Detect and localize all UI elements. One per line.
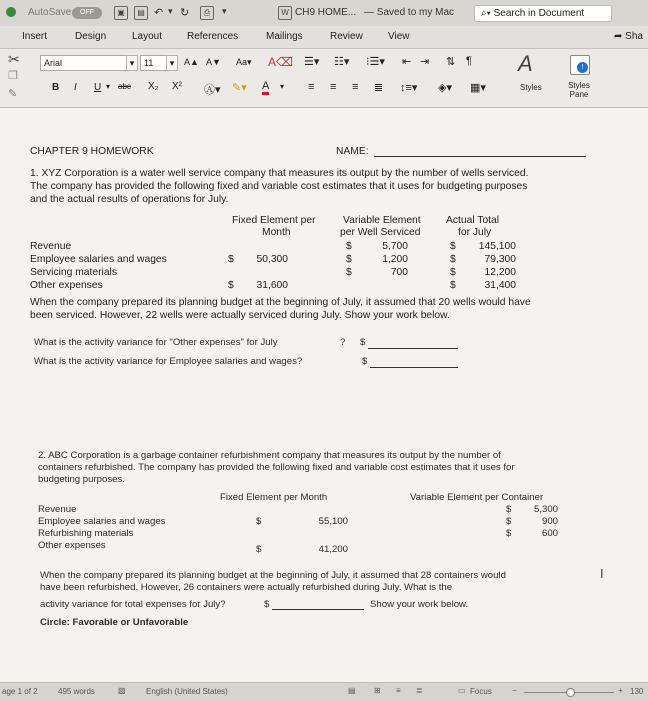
- answer-blank-other-expenses[interactable]: [368, 348, 458, 349]
- zoom-out-icon[interactable]: −: [512, 686, 517, 695]
- variable-value: 1,200: [382, 254, 408, 265]
- strikethrough-button[interactable]: abc: [118, 82, 131, 91]
- variable-value: 600: [541, 528, 558, 539]
- currency-sign: $: [450, 241, 456, 252]
- word-count[interactable]: 495 words: [58, 687, 95, 696]
- window-control-dot[interactable]: [6, 7, 16, 17]
- autosave-label: AutoSave: [28, 7, 72, 18]
- status-bar: [0, 682, 648, 701]
- search-input[interactable]: Search in Document: [493, 8, 585, 19]
- row-label: Employee salaries and wages: [30, 254, 167, 265]
- zoom-level[interactable]: 130: [630, 687, 644, 696]
- ribbon-home: [0, 49, 648, 108]
- change-case-icon[interactable]: Aa▾: [236, 57, 252, 67]
- q2-paragraph-line: have been refurbished. However, 26 containers were actually refurbished during July. What is the: [40, 582, 453, 593]
- actual-value: 12,200: [484, 267, 516, 278]
- borders-icon[interactable]: ▦▾: [470, 82, 486, 94]
- zoom-slider-handle[interactable]: [566, 688, 575, 697]
- document-page[interactable]: [0, 108, 648, 682]
- grow-font-button[interactable]: A▲: [184, 57, 199, 67]
- font-color-dropdown-icon[interactable]: ▾: [280, 82, 285, 91]
- draft-view-icon[interactable]: ≣: [416, 686, 423, 695]
- q1-header-fixed: Month: [262, 227, 291, 238]
- copy-icon[interactable]: ❐: [8, 70, 18, 82]
- q1-intro-line: 1. XYZ Corporation is a water well service company that measures its output by the number of wells serviced.: [30, 168, 529, 179]
- font-name-select[interactable]: Arial: [40, 55, 131, 71]
- font-size-dropdown-icon[interactable]: ▾: [166, 55, 178, 71]
- fixed-value: 41,200: [318, 544, 348, 555]
- focus-button[interactable]: Focus: [470, 687, 492, 696]
- currency-sign: $: [506, 516, 512, 527]
- answer-blank-salaries[interactable]: [370, 367, 458, 368]
- font-name-dropdown-icon[interactable]: ▾: [126, 55, 138, 71]
- actual-value: 145,100: [478, 241, 516, 252]
- question-mark: ?: [340, 337, 346, 348]
- highlight-icon[interactable]: ✎▾: [232, 82, 247, 94]
- name-blank[interactable]: [374, 156, 586, 157]
- search-icon: ⌕▾: [481, 8, 494, 19]
- styles-icon[interactable]: A: [518, 51, 533, 76]
- save-icon[interactable]: ▤: [134, 6, 148, 20]
- superscript-button[interactable]: X²: [172, 81, 182, 92]
- q2-header-fixed: Fixed Element per Month: [220, 492, 328, 503]
- multilevel-list-icon[interactable]: ⁝☰▾: [366, 56, 385, 68]
- italic-button[interactable]: I: [74, 82, 77, 93]
- text-cursor-icon: I: [600, 566, 604, 581]
- ribbon-tabs: [0, 26, 648, 49]
- q2-header-variable: Variable Element per Container: [410, 492, 544, 503]
- currency-sign: $: [360, 337, 366, 348]
- language-indicator[interactable]: English (United States): [146, 687, 228, 696]
- show-formatting-icon[interactable]: ¶: [466, 55, 472, 67]
- undo-icon[interactable]: ↶: [154, 7, 164, 19]
- currency-sign: $: [362, 356, 368, 367]
- format-painter-icon[interactable]: ✎: [8, 88, 18, 100]
- outline-view-icon[interactable]: ≡: [396, 686, 401, 695]
- variable-value: 900: [541, 516, 558, 527]
- styles-pane-icon[interactable]: !: [570, 55, 590, 75]
- increase-indent-icon[interactable]: ⇥: [420, 56, 430, 68]
- answer-blank-total-expenses[interactable]: [272, 609, 364, 610]
- shrink-font-button[interactable]: A▼: [206, 57, 221, 67]
- proofing-icon[interactable]: ▧: [118, 686, 126, 695]
- q1-paragraph-line: When the company prepared its planning budget at the beginning of July, it assumed that 20 wells would have: [30, 297, 531, 308]
- currency-sign: $: [228, 254, 234, 265]
- show-work-label: Show your work below.: [370, 599, 469, 610]
- bold-button[interactable]: B: [52, 82, 60, 93]
- q1-question-salaries: What is the activity variance for Employee salaries and wages?: [34, 356, 303, 367]
- subscript-button[interactable]: X₂: [148, 81, 159, 92]
- styles-pane-label[interactable]: Styles Pane: [568, 81, 590, 99]
- title-bar: [0, 0, 648, 27]
- q1-header-variable: per Well Serviced: [340, 227, 421, 238]
- homework-title: CHAPTER 9 HOMEWORK: [30, 146, 154, 157]
- page-indicator[interactable]: age 1 of 2: [2, 687, 38, 696]
- currency-sign: $: [450, 267, 456, 278]
- decrease-indent-icon[interactable]: ⇤: [402, 56, 412, 68]
- q2-question: activity variance for total expenses for July?: [40, 599, 226, 610]
- currency-sign: $: [346, 267, 352, 278]
- row-label: Other expenses: [30, 280, 103, 291]
- autosave-toggle[interactable]: OFF: [72, 7, 102, 19]
- save-status: — Saved to my Mac: [364, 7, 455, 18]
- tab-references[interactable]: References: [187, 31, 239, 42]
- currency-sign: $: [506, 504, 512, 515]
- customize-toolbar-icon[interactable]: ▾: [222, 6, 227, 16]
- align-left-icon[interactable]: ≡: [308, 81, 315, 93]
- align-right-icon[interactable]: ≡: [352, 81, 359, 93]
- web-layout-icon[interactable]: ⊞: [374, 686, 381, 695]
- line-spacing-icon[interactable]: ↕≡▾: [400, 82, 418, 94]
- home-icon[interactable]: ▣: [114, 6, 128, 20]
- currency-sign: $: [228, 280, 234, 291]
- row-label: Revenue: [38, 504, 77, 515]
- q1-header-variable: Variable Element: [343, 215, 421, 226]
- row-label: Other expenses: [38, 540, 106, 551]
- bullets-icon[interactable]: ☰▾: [304, 56, 320, 68]
- fixed-value: 55,100: [318, 516, 348, 527]
- document-icon: W: [278, 6, 292, 20]
- document-title: CH9 HOME...: [295, 7, 357, 18]
- currency-sign: $: [256, 544, 262, 555]
- cut-icon[interactable]: ✂: [8, 51, 20, 67]
- underline-button[interactable]: U: [94, 82, 102, 93]
- tab-insert[interactable]: Insert: [22, 31, 48, 42]
- variable-value: 700: [390, 267, 408, 278]
- tab-review[interactable]: Review: [330, 31, 363, 42]
- q1-intro-line: and the actual results of operations for July.: [30, 194, 229, 205]
- q1-intro-line: The company has provided the following fixed and variable cost estimates that it uses for budgeting purposes: [30, 181, 528, 192]
- fixed-value: 31,600: [256, 280, 288, 291]
- styles-label[interactable]: Styles: [520, 83, 542, 92]
- currency-sign: $: [346, 254, 352, 265]
- tab-layout[interactable]: Layout: [132, 31, 163, 42]
- currency-sign: $: [264, 599, 270, 610]
- variable-value: 5,700: [382, 241, 408, 252]
- tab-design[interactable]: Design: [75, 31, 107, 42]
- align-center-icon[interactable]: ≡: [330, 81, 337, 93]
- text-effects-icon[interactable]: Ⓐ▾: [204, 84, 221, 96]
- focus-icon[interactable]: ▭: [458, 686, 466, 695]
- print-icon[interactable]: ⎙: [200, 6, 214, 20]
- name-label: NAME:: [336, 146, 369, 157]
- q1-header-actual: for July: [458, 227, 492, 238]
- shading-icon[interactable]: ◈▾: [438, 82, 452, 94]
- q1-header-actual: Actual Total: [446, 215, 500, 226]
- tab-view[interactable]: View: [388, 31, 410, 42]
- row-label: Servicing materials: [30, 267, 117, 278]
- variable-value: 5,300: [533, 504, 558, 515]
- q2-intro-line: containers refurbished. The company has provided the following fixed and variable cost estimates that it uses for: [38, 462, 515, 473]
- clear-formatting-icon[interactable]: A⌫: [268, 55, 293, 69]
- font-size-select[interactable]: 11: [140, 55, 169, 71]
- tab-mailings[interactable]: Mailings: [266, 31, 303, 42]
- sort-icon[interactable]: ⇅: [446, 56, 456, 68]
- q2-intro-line: budgeting purposes.: [38, 474, 125, 485]
- q2-paragraph-line: When the company prepared its planning budget at the beginning of July, it assumed that 28 containers would: [40, 570, 506, 581]
- actual-value: 31,400: [484, 280, 516, 291]
- q1-header-fixed: Fixed Element per: [232, 215, 316, 226]
- underline-dropdown-icon[interactable]: ▾: [106, 82, 111, 91]
- q1-paragraph-line: been serviced. However, 22 wells were actually serviced during July. Show your work below.: [30, 310, 450, 321]
- font-color-button[interactable]: A: [262, 80, 269, 95]
- redo-icon[interactable]: ↻: [180, 7, 190, 19]
- q2-intro-line: 2. ABC Corporation is a garbage container refurbishment company that measures its output by the number of: [38, 450, 501, 461]
- actual-value: 79,300: [484, 254, 516, 265]
- currency-sign: $: [256, 516, 262, 527]
- zoom-in-icon[interactable]: +: [618, 686, 623, 695]
- row-label: Revenue: [30, 241, 72, 252]
- currency-sign: $: [506, 528, 512, 539]
- q1-question-other-expenses: What is the activity variance for "Other expenses" for July: [34, 337, 278, 348]
- share-button[interactable]: [614, 31, 643, 42]
- circle-instruction: Circle: Favorable or Unfavorable: [40, 617, 189, 628]
- currency-sign: $: [450, 280, 456, 291]
- currency-sign: $: [450, 254, 456, 265]
- currency-sign: $: [346, 241, 352, 252]
- search-box[interactable]: [474, 5, 612, 22]
- row-label: Refurbishing materials: [38, 528, 134, 539]
- share-icon: ➦: [614, 31, 626, 42]
- share-label: Sha: [625, 31, 643, 42]
- justify-icon[interactable]: ≣: [374, 82, 384, 94]
- print-layout-icon[interactable]: ▤: [348, 686, 356, 695]
- numbering-icon[interactable]: ☷▾: [334, 56, 350, 68]
- fixed-value: 50,300: [256, 254, 288, 265]
- undo-dropdown-icon[interactable]: ▾: [168, 6, 173, 16]
- row-label: Employee salaries and wages: [38, 516, 166, 527]
